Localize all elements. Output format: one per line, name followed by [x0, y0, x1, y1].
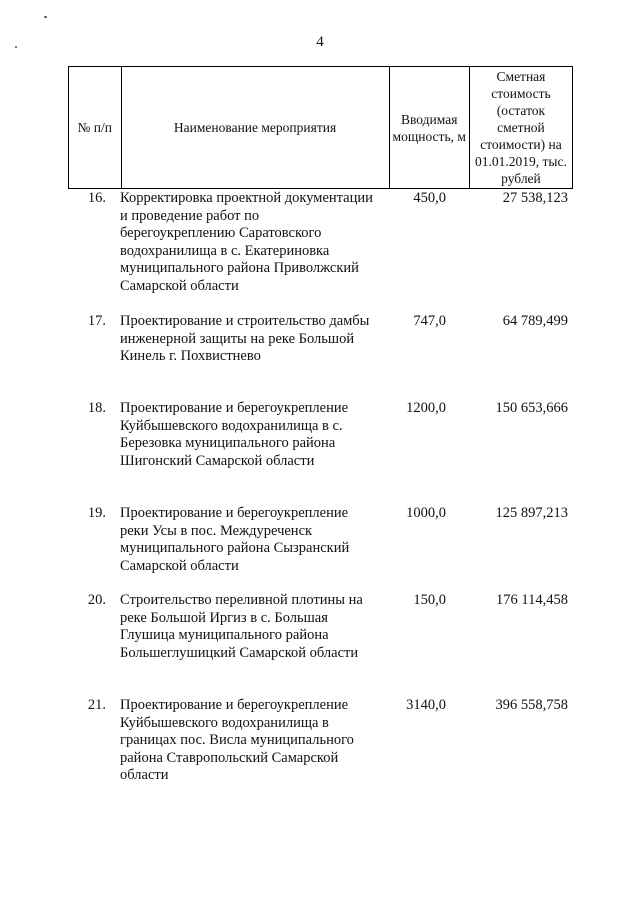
header-name: Наименование мероприятия	[121, 67, 389, 189]
row-name: Проектирование и берегоукрепление Куйбышевского водохранилища в с. Березовка муниципального района Шигонский Самарской области	[120, 400, 349, 469]
table-header	[68, 66, 573, 189]
row-cost: 176 114,458	[496, 592, 568, 608]
row-number: 20.	[87, 592, 106, 608]
page-number: 4	[316, 34, 324, 50]
row-capacity: 747,0	[413, 313, 446, 329]
header-cost: Сметная стоимость (остаток сметной стоимости) на 01.01.2019, тыс. рублей	[469, 67, 572, 189]
row-capacity: 450,0	[413, 190, 446, 206]
row-cost: 150 653,666	[495, 400, 568, 416]
row-capacity: 1000,0	[406, 505, 446, 521]
row-cost: 396 558,758	[495, 697, 568, 713]
row-capacity: 150,0	[413, 592, 446, 608]
row-capacity: 1200,0	[406, 400, 446, 416]
row-number: 18.	[87, 400, 106, 416]
row-cost: 27 538,123	[502, 190, 568, 206]
row-name: Строительство переливной плотины на реке Большой Иргиз в с. Большая Глушица муниципального района Большеглушицкий Самарской области	[120, 592, 363, 661]
row-cost: 64 789,499	[502, 313, 568, 329]
row-number: 21.	[87, 697, 106, 713]
row-name: Проектирование и строительство дамбы инженерной защиты на реке Большой Кинель г. Похвистнево	[120, 313, 370, 365]
header-capacity: Вводимая мощность, м	[389, 67, 469, 189]
row-number: 17.	[87, 313, 106, 329]
row-number: 16.	[87, 190, 106, 206]
row-capacity: 3140,0	[406, 697, 446, 713]
row-number: 19.	[87, 505, 106, 521]
scan-speck	[44, 16, 47, 18]
row-cost: 125 897,213	[495, 505, 568, 521]
row-name: Проектирование и берегоукрепление Куйбышевского водохранилища в границах пос. Висла муниципального района Ставропольский Самарской области	[120, 697, 354, 784]
row-name: Корректировка проектной документации и проведение работ по берегоукреплению Саратовского водохранилища в с. Екатериновка муниципального района Приволжский Самарской области	[120, 190, 373, 294]
row-name: Проектирование и берегоукрепление реки Усы в пос. Междуреченск муниципального района Сызранский Самарской области	[120, 505, 350, 574]
header-number: № п/п	[69, 67, 122, 189]
